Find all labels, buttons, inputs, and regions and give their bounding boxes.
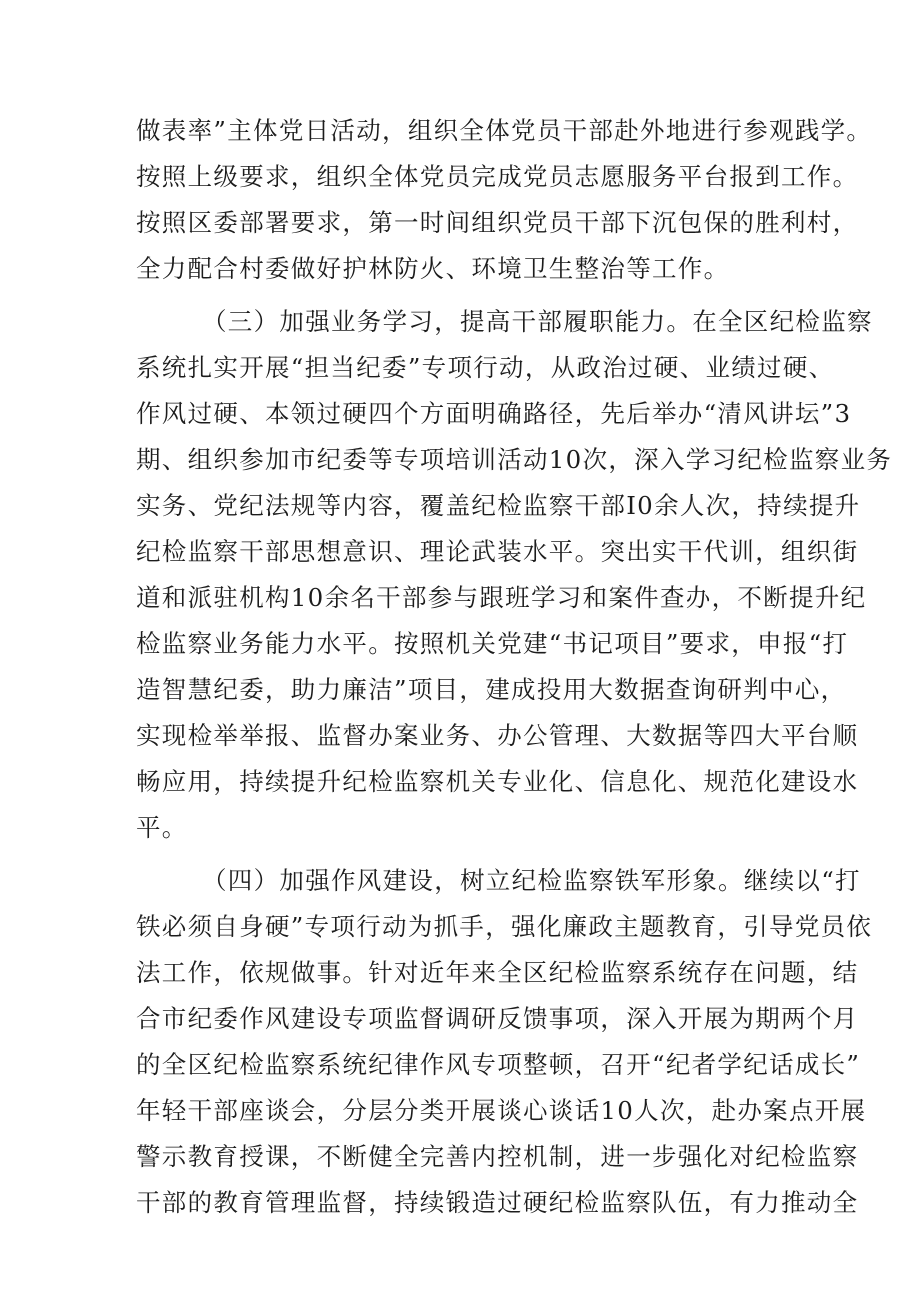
document-body — [136, 108, 893, 1226]
paragraph-2-line: 纪检监察干部思想意识、理论武装水平。突出实干代训，组织街 — [136, 537, 859, 566]
paragraph-2-line: 系统扎实开展“担当纪委”专项行动，从政治过硬、业绩过硬、 — [136, 353, 835, 382]
paragraph-2-line: 作风过硬、本领过硬四个方面明确路径，先后举办“清风讲坛”3 — [136, 399, 852, 428]
paragraph-2-line: 造智慧纪委，助力廉洁”项目，建成投用大数据查询研判中心， — [136, 675, 847, 704]
paragraph-2-first-line: （三）加强业务学习，提高干部履职能力。在全区纪检监察 — [202, 307, 873, 336]
paragraph-1-line: 按照上级要求，组织全体党员完成党员志愿服务平台报到工作。 — [136, 162, 859, 191]
paragraph-1-line: 全力配合村委做好护林防火、环境卫生整治等工作。 — [136, 254, 730, 283]
paragraph-2-line: 检监察业务能力水平。按照机关党建“书记项目”要求，申报“打 — [136, 629, 849, 658]
paragraph-3-line: 的全区纪检监察系统纪律作风专项整顿，召开“纪者学纪话成长” — [136, 1050, 861, 1079]
paragraph-2-line: 实务、党纪法规等内容，覆盖纪检监察干部I0余人次，持续提升 — [136, 491, 861, 520]
paragraph-3-line: 合市纪委作风建设专项监督调研反馈事项，深入开展为期两个月 — [136, 1004, 859, 1033]
paragraph-3-line: 铁必须自身硬”专项行动为抓手，强化廉政主题教育，引导党员依 — [136, 912, 873, 941]
paragraph-gap — [136, 851, 796, 858]
paragraph-3-first-line: （四）加强作风建设，树立纪检监察铁军形象。继续以“打 — [202, 866, 861, 895]
paragraph-2-line: 期、组织参加市纪委等专项培训活动10次，深入学习纪检监察业务 — [136, 445, 893, 474]
paragraph-3-line: 警示教育授课，不断健全完善内控机制，进一步强化对纪检监察 — [136, 1142, 859, 1171]
paragraph-1-line: 按照区委部署要求，第一时间组织党员干部下沉包保的胜利村， — [136, 208, 859, 237]
paragraph-1-line: 做表率”主体党日活动，组织全体党员干部赴外地进行参观践学。 — [136, 116, 873, 145]
paragraph-3-line: 年轻干部座谈会，分层分类开展谈心谈话10人次，赴办案点开展 — [136, 1096, 867, 1125]
paragraph-2-line: 道和派驻机构10余名干部参与跟班学习和案件查办，不断提升纪 — [136, 583, 867, 612]
paragraph-3-line: 法工作，依规做事。针对近年来全区纪检监察系统存在问题，结 — [136, 958, 859, 987]
paragraph-2-line: 畅应用，持续提升纪检监察机关专业化、信息化、规范化建设水 — [136, 767, 859, 796]
paragraph-2-line: 实现检举举报、监督办案业务、办公管理、大数据等四大平台顺 — [136, 721, 859, 750]
paragraph-gap — [136, 292, 796, 299]
paragraph-3-line: 干部的教育管理监督，持续锻造过硬纪检监察队伍，有力推动全 — [136, 1188, 859, 1217]
paragraph-2-line: 平。 — [136, 813, 188, 842]
